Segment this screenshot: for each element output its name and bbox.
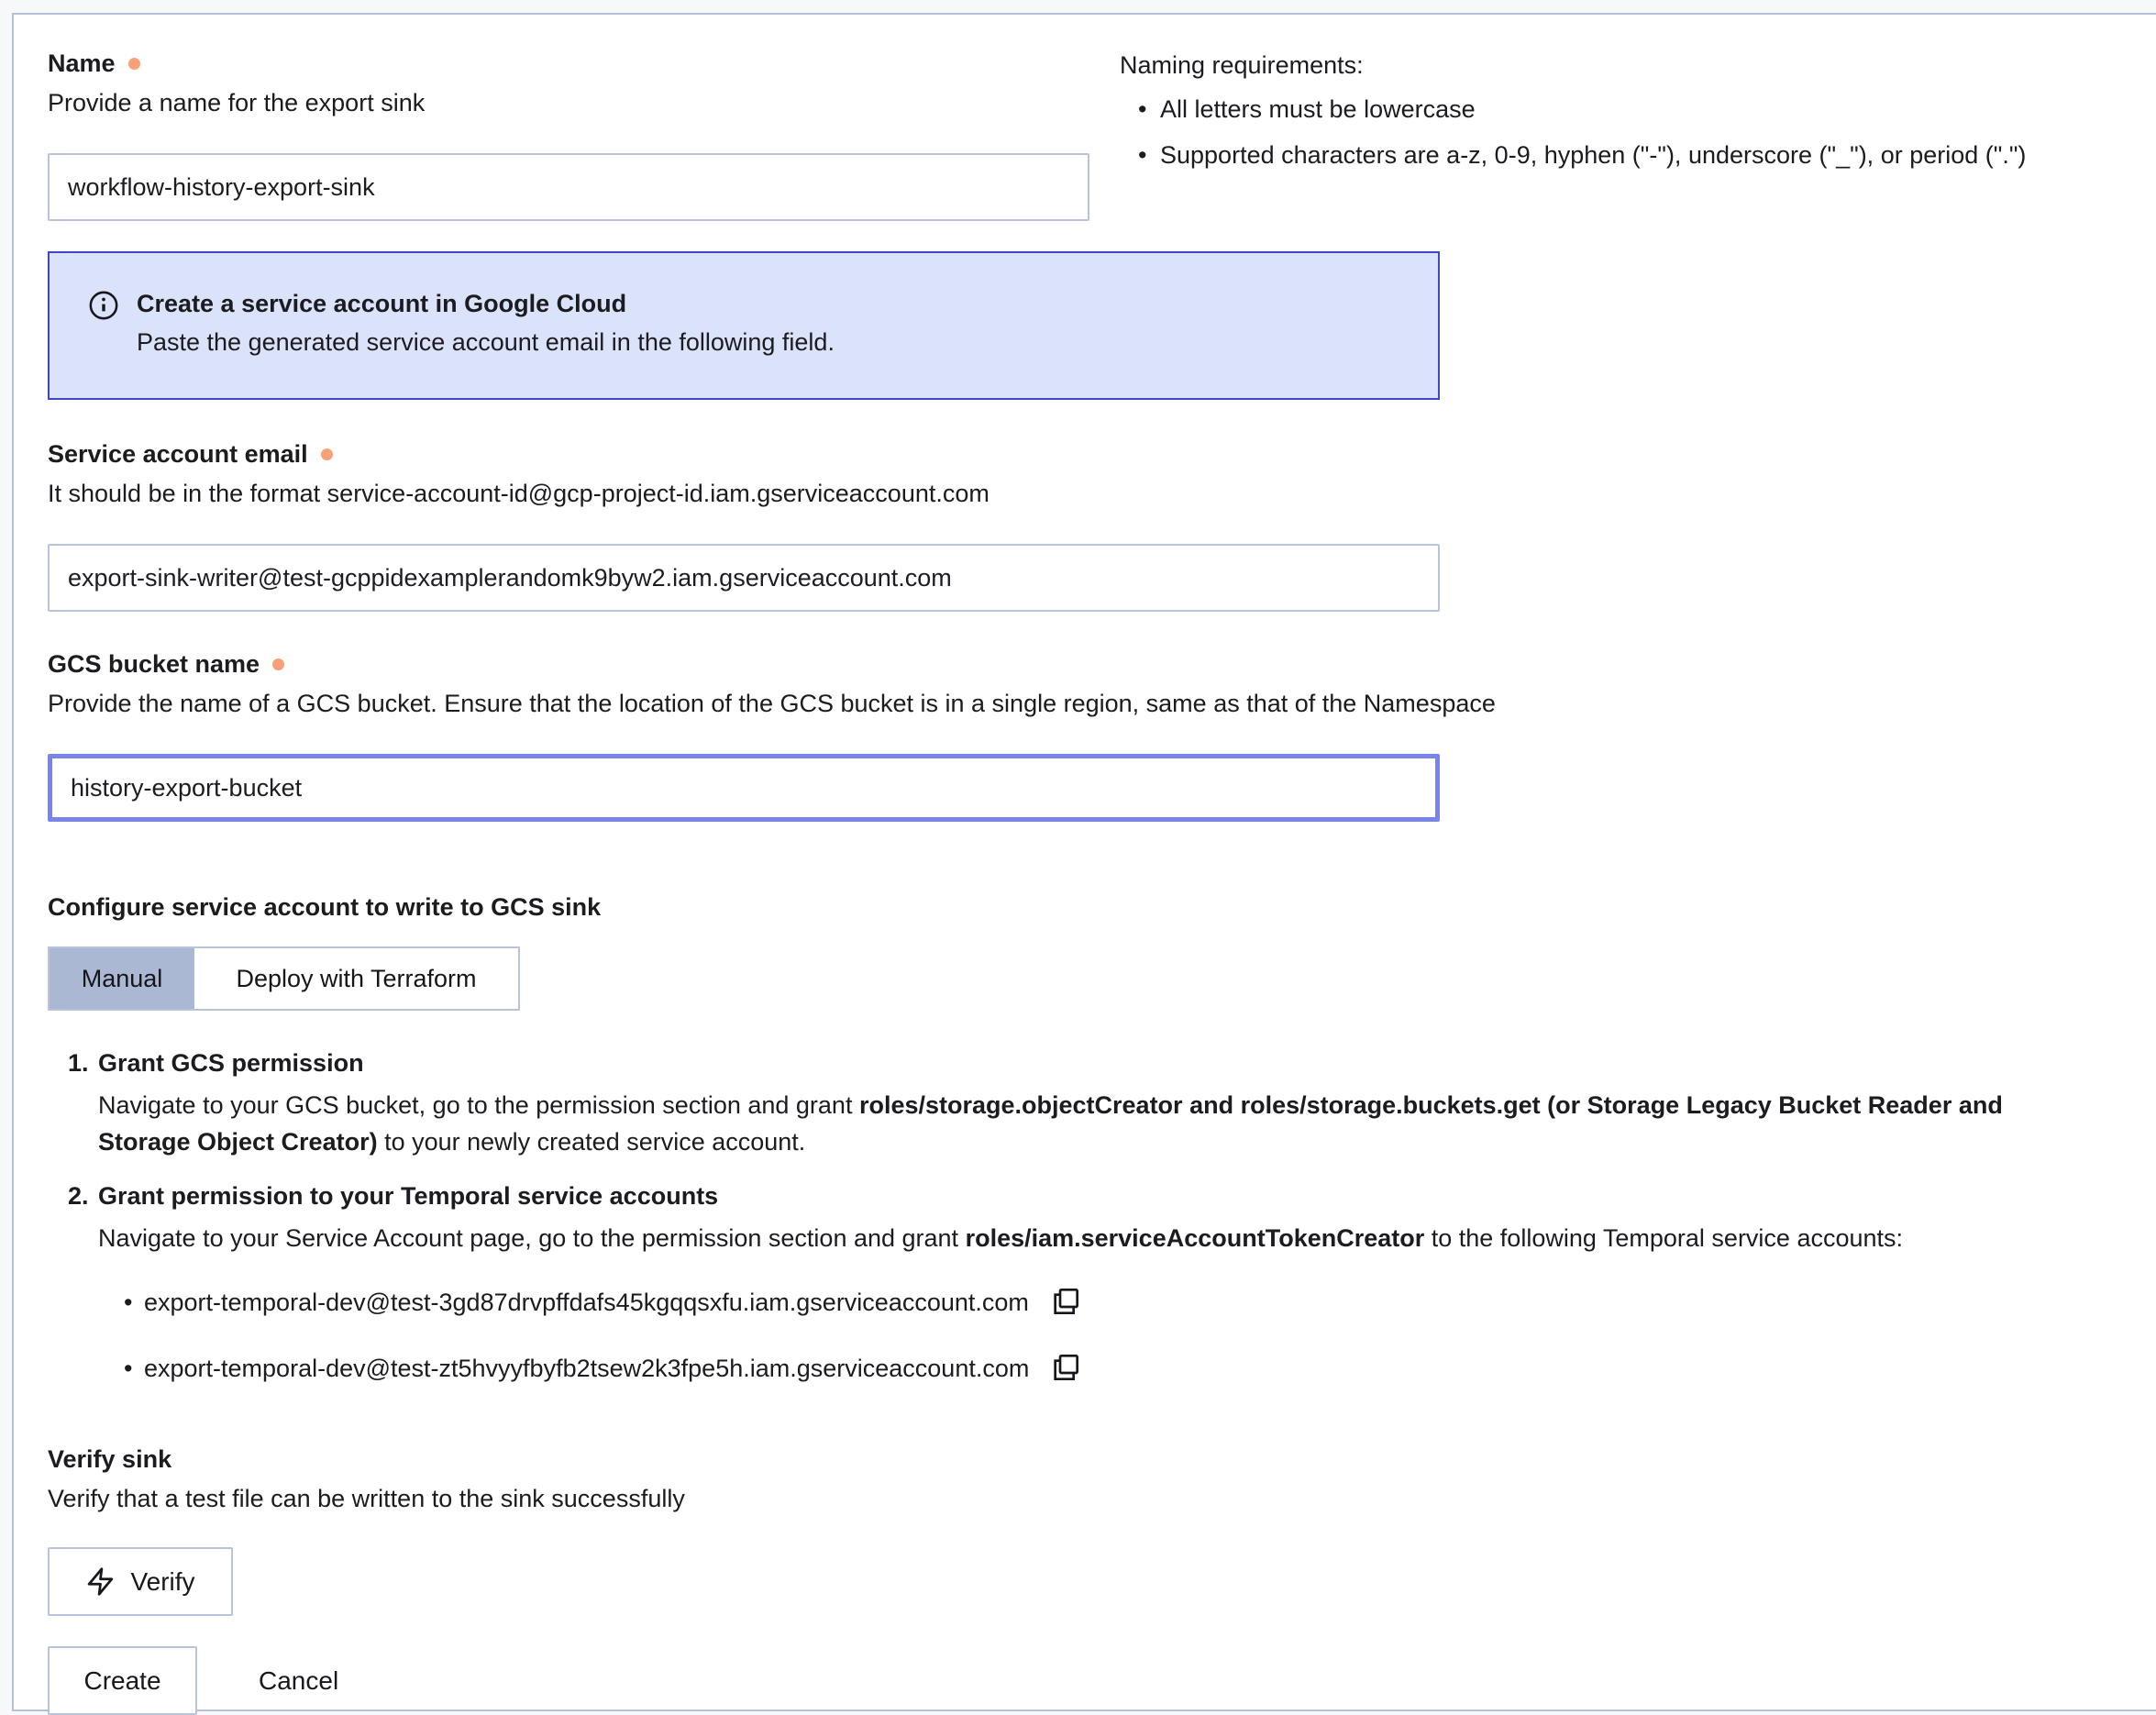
gcs-bucket-field xyxy=(48,648,2127,822)
gcs-bucket-label: GCS bucket name xyxy=(48,650,260,678)
temporal-service-account-email: • export-temporal-dev@test-3gd87drvpffdafs45kgqqsxfu.iam.gserviceaccount.com xyxy=(144,1289,1029,1316)
configure-section-title: Configure service account to write to GCS sink xyxy=(48,893,602,921)
info-banner-title: Create a service account in Google Cloud xyxy=(137,290,627,317)
step-number: 2. xyxy=(68,1182,89,1210)
service-account-email-description: It should be in the format service-account-id@gcp-project-id.iam.gserviceaccount.com xyxy=(48,480,990,507)
service-account-email-field xyxy=(48,438,2127,612)
temporal-service-account-list xyxy=(98,1286,2097,1385)
step-grant-temporal-permission xyxy=(68,1180,2127,1385)
copy-icon[interactable] xyxy=(1049,1286,1082,1319)
naming-requirements xyxy=(1120,48,2127,221)
step-text: Navigate to your Service Account page, go to the permission section and grant xyxy=(98,1224,966,1252)
step-text: Navigate to your GCS bucket, go to the permission section and grant xyxy=(98,1091,859,1119)
instruction-steps xyxy=(48,1047,2127,1385)
step-text: to the following Temporal service accounts: xyxy=(1424,1224,1904,1252)
tab-deploy-with-terraform[interactable]: Deploy with Terraform xyxy=(194,948,518,1009)
naming-requirement-item: • Supported characters are a-z, 0-9, hyphen ("-"), underscore ("_"), or period (".") xyxy=(1120,139,2127,171)
naming-requirements-title: Naming requirements: xyxy=(1120,51,1364,79)
required-dot-icon xyxy=(321,448,333,460)
configure-tab-group xyxy=(48,946,520,1011)
gcs-bucket-description: Provide the name of a GCS bucket. Ensure that the location of the GCS bucket is in a single region, same as that of the Namespace xyxy=(48,690,1496,717)
step-number: 1. xyxy=(68,1049,89,1077)
service-account-email-input[interactable] xyxy=(48,544,1440,612)
required-dot-icon xyxy=(128,58,140,70)
tab-manual[interactable]: Manual xyxy=(50,948,194,1009)
create-button[interactable]: Create xyxy=(48,1646,197,1715)
name-label: Name xyxy=(48,50,116,77)
service-account-email-label: Service account email xyxy=(48,440,308,468)
required-dot-icon xyxy=(272,658,284,670)
step-title: Grant permission to your Temporal service accounts xyxy=(98,1182,719,1210)
step-grant-gcs-permission xyxy=(68,1047,2127,1160)
name-description: Provide a name for the export sink xyxy=(48,89,426,116)
name-and-requirements-row xyxy=(48,48,2127,221)
cancel-button[interactable]: Cancel xyxy=(259,1665,339,1695)
step-title: Grant GCS permission xyxy=(98,1049,364,1077)
temporal-service-account-email: • export-temporal-dev@test-zt5hvyyfbyfb2tsew2k3fpe5h.iam.gserviceaccount.com xyxy=(144,1355,1030,1382)
name-input[interactable] xyxy=(48,153,1089,221)
naming-requirement-item: • All letters must be lowercase xyxy=(1120,94,2127,125)
verify-button-label: Verify xyxy=(130,1566,195,1596)
step-text-bold: roles/iam.serviceAccountTokenCreator xyxy=(965,1224,1425,1252)
verify-section xyxy=(48,1444,2127,1616)
step-text: to your newly created service account. xyxy=(377,1128,806,1156)
verify-button[interactable] xyxy=(48,1547,233,1616)
list-item xyxy=(98,1286,2097,1319)
gcs-bucket-input[interactable] xyxy=(48,754,1440,822)
list-item xyxy=(98,1352,2097,1385)
info-icon xyxy=(88,290,119,321)
configure-section xyxy=(48,891,2127,1385)
verify-sink-title: Verify sink xyxy=(48,1445,172,1473)
copy-icon[interactable] xyxy=(1049,1352,1082,1385)
info-banner xyxy=(48,251,1440,400)
verify-sink-description: Verify that a test file can be written to the sink successfully xyxy=(48,1485,685,1512)
form-actions xyxy=(48,1646,2127,1715)
lightning-icon xyxy=(85,1566,116,1597)
step-text-bold: roles/storage.objectCreator and roles/storage.buckets.get (or Storage Legacy Bucket Reader and Storage Object Creator) xyxy=(98,1091,2003,1156)
export-sink-form-panel xyxy=(12,13,2156,1711)
info-banner-description: Paste the generated service account email in the following field. xyxy=(137,328,835,356)
